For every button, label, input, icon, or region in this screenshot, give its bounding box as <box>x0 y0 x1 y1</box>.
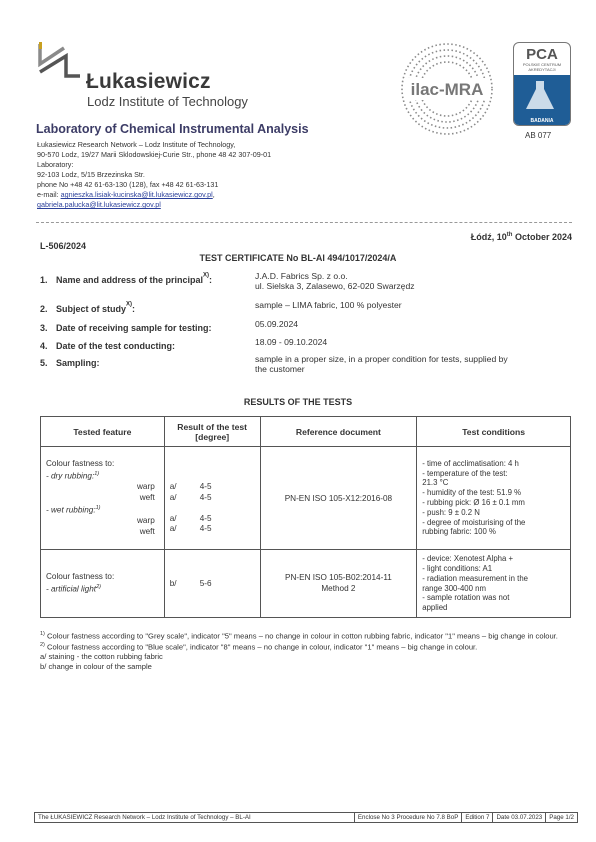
result-cell <box>164 447 260 550</box>
pca-title: PCA <box>526 46 558 63</box>
item-1 <box>40 270 580 291</box>
date-prefix: Łódź, 10 <box>470 232 507 242</box>
ilac-mra-text: ilac-MRA <box>410 80 484 99</box>
item-3 <box>40 318 580 336</box>
item-colon: : <box>132 304 136 314</box>
item-value <box>255 354 580 374</box>
table-row <box>41 550 571 618</box>
date-suffix: October 2024 <box>512 232 572 242</box>
table-row <box>41 447 571 550</box>
email-label: e-mail: <box>37 190 61 199</box>
result-line: a/ 4-5 <box>169 524 212 534</box>
sub-warp: warp <box>137 482 155 492</box>
results-title: RESULTS OF THE TESTS <box>243 397 353 407</box>
header-conditions: Test conditions <box>417 417 571 447</box>
item-label: Date of the test conducting: <box>56 341 175 351</box>
footer-procedure: Enclose No 3 Procedure No 7.8 BoP <box>355 813 462 822</box>
conditions-cell: - device: Xenotest Alpha + - light conditions: A1 - radiation measurement in the range 300-400 nm - sample rotation was not applied <box>417 550 571 618</box>
item-2 <box>40 299 580 317</box>
item-value: 05.09.2024 <box>255 319 299 329</box>
pca-code: AB 077 <box>525 131 552 140</box>
principal-address: ul. Sielska 3, Zalasewo, 62-020 Swarzędz <box>255 281 415 291</box>
logo-subtitle: Lodz Institute of Technology <box>87 94 248 109</box>
pca-logo <box>513 42 571 126</box>
footnote-1: $^{1)}$ Colour fastness according to "Grey scale", indicator "5" means – no change in colour in cotton rubbing fabric, indicator "1" means – big change in colour. <box>40 631 558 641</box>
item-value: 18.09 - 09.10.2024 <box>255 337 328 347</box>
email-separator: , <box>212 190 215 199</box>
issue-date <box>471 232 572 242</box>
reference-cell: PN-EN ISO 105-X12:2016-08 <box>260 447 417 550</box>
ilac-mra-logo <box>398 40 496 138</box>
header-tested-feature: Tested feature <box>41 417 165 447</box>
lukasiewicz-logo-icon <box>36 42 86 88</box>
results-table <box>40 416 571 618</box>
table-header-row <box>41 417 571 447</box>
lab-address <box>37 140 337 210</box>
result-line: a/ 4-5 <box>169 492 212 502</box>
email-link-1[interactable]: agnieszka.lisiak-kucinska@lit.lukasiewicz.gov.pl <box>60 190 213 199</box>
result-cell: b/ 5-6 <box>164 550 260 618</box>
footnote-b: b/ change in colour of the sample <box>40 661 152 671</box>
feature-title: Colour fastness to: <box>46 458 115 468</box>
item-number: 3. <box>40 323 48 333</box>
footnote-a: a/ staining - the cotton rubbing fabric <box>40 652 163 662</box>
item-colon: : <box>209 275 213 285</box>
sub-warp: warp <box>137 516 155 526</box>
item-4 <box>40 336 580 354</box>
footnotes <box>40 630 573 671</box>
sub-weft: weft <box>139 492 155 502</box>
item-number: 4. <box>40 341 48 351</box>
footnote-2: $^{2)}$ Colour fastness according to "Blue scale", indicator "8" means – no change in colour, indicator "1" means – big change in colour. <box>40 642 478 652</box>
document-number: L-506/2024 <box>40 241 87 251</box>
footer-date: Date 03.07.2023 <box>493 813 546 822</box>
certificate-title: TEST CERTIFICATE No BL-AI 494/1017/2024/A <box>199 253 397 263</box>
feature-cell <box>41 447 165 550</box>
conditions-cell: - time of acclimatisation: 4 h - temperature of the test: 21.3 °C - humidity of the test: 51.9 % - rubbing pick: Ø 16 ± 0.1 mm - push: 9 ± 0.2 N - degree of moisturising of the rubbing fabric: 100 % <box>417 447 571 550</box>
header-reference: Reference document <box>260 417 417 447</box>
address-line: phone No +48 42 61-63-130 (128), fax +48 42 61-63-131 <box>37 180 219 189</box>
result-line: a/ 4-5 <box>169 482 212 492</box>
item-number: 2. <box>40 304 48 314</box>
sub-weft: weft <box>139 526 155 536</box>
logo-name: Łukasiewicz <box>86 70 211 93</box>
ilac-mra-emblem <box>398 40 496 138</box>
pca-blue-panel <box>514 75 570 126</box>
principal-name: J.A.D. Fabrics Sp. z o.o. <box>255 271 348 281</box>
sampling-line-2: the customer <box>255 364 305 374</box>
wet-rubbing-label: - wet rubbing:$^{1)}$ <box>46 505 101 515</box>
dry-rubbing-label: - dry rubbing:$^{1)}$ <box>46 471 100 481</box>
date-ordinal: th <box>506 232 513 238</box>
header-result: Result of the test [degree] <box>164 417 260 447</box>
result-line: a/ 4-5 <box>169 513 212 523</box>
address-line: 92-103 Lodz, 5/15 Brzezinska Str. <box>37 170 145 179</box>
header-divider <box>36 222 572 223</box>
item-value <box>255 271 415 291</box>
email-line <box>37 190 337 200</box>
feature-cell <box>41 550 165 618</box>
item-number: 5. <box>40 358 48 368</box>
footer-page: Page 1/2 <box>549 814 574 821</box>
reference-cell: PN-EN ISO 105-B02:2014-11 Method 2 <box>260 550 417 618</box>
item-5 <box>40 353 580 374</box>
pca-badge-text: BADANIA <box>530 118 554 124</box>
item-number: 1. <box>40 275 48 285</box>
email-link-2[interactable]: gabriela.palucka@lit.lukasiewicz.gov.pl <box>37 200 161 209</box>
pca-subtitle-2: AKREDYTACJI <box>528 66 556 72</box>
address-line: Laboratory: <box>37 160 74 169</box>
item-label: Name and address of the principal <box>56 275 204 285</box>
lukasiewicz-logo <box>36 42 86 88</box>
item-label: Sampling: <box>56 358 100 368</box>
address-line: 90-570 Lodz, 19/27 Marii Sklodowskiej-Curie Str., phone 48 42 307-09-01 <box>37 150 272 159</box>
feature-title: Colour fastness to: <box>46 571 115 581</box>
page-footer <box>34 812 578 823</box>
item-label: Subject of study <box>56 304 127 314</box>
address-line: Łukasiewicz Research Network – Lodz Institute of Technology, <box>37 140 236 149</box>
email-line-2 <box>37 200 337 210</box>
item-label: Date of receiving sample for testing: <box>56 323 212 333</box>
flask-icon <box>514 75 570 115</box>
footer-organisation: The ŁUKASIEWICZ Research Network – Lodz Institute of Technology – BL-AI <box>35 813 355 822</box>
pca-subtitle-1: POLSKIE CENTRUM <box>522 62 562 67</box>
item-superscript: X) <box>126 301 133 308</box>
sampling-line-1: sample in a proper size, in a proper condition for tests, supplied by <box>255 354 508 364</box>
artificial-light-label: - artificial light$^{2)}$ <box>46 584 101 594</box>
item-superscript: X) <box>203 272 210 279</box>
footer-edition: Edition 7 <box>462 813 493 822</box>
lab-title: Laboratory of Chemical Instrumental Analysis <box>36 122 309 136</box>
item-value: sample – LIMA fabric, 100 % polyester <box>255 300 402 310</box>
